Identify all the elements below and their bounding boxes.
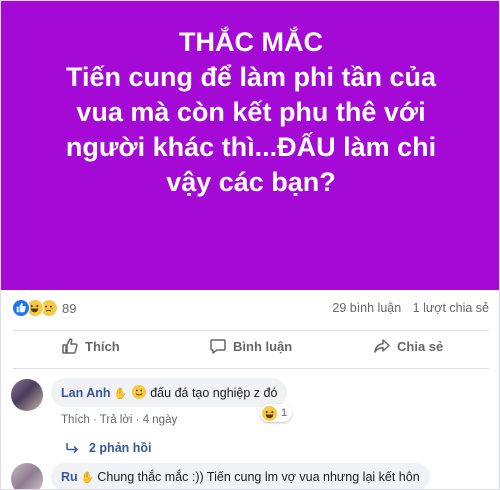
like-button-label: Thích	[85, 338, 120, 354]
comment-icon	[209, 337, 227, 355]
share-button-label: Chia sẻ	[397, 338, 444, 354]
view-replies-button[interactable]	[65, 441, 152, 455]
banner-line: Tiến cung để làm phi tần của	[65, 62, 437, 92]
banner-text	[11, 25, 491, 200]
comment-reply-link[interactable]: · Trả lời	[90, 414, 133, 426]
avatar[interactable]	[11, 379, 43, 411]
reaction-count: 89	[62, 300, 77, 316]
like-icon	[12, 299, 30, 317]
divider	[13, 368, 489, 369]
comment-count[interactable]: 29 bình luận	[332, 301, 402, 315]
share-icon	[373, 337, 391, 355]
banner-line: vậy các bạn?	[166, 167, 336, 197]
action-bar	[1, 331, 500, 367]
comment-bubble	[51, 463, 430, 490]
like-button[interactable]	[61, 337, 120, 355]
haha-icon	[262, 406, 277, 421]
replies-label: 2 phản hồi	[89, 441, 152, 455]
stats-counts	[332, 301, 489, 315]
comment-meta	[61, 414, 177, 426]
post-stats	[1, 292, 500, 324]
comment-reaction-badge[interactable]	[260, 404, 292, 422]
wave-icon: ✋	[113, 388, 128, 400]
comment-like-link[interactable]: Thích	[61, 414, 90, 426]
avatar[interactable]	[11, 463, 43, 490]
share-count[interactable]: 1 lượt chia sẻ	[412, 301, 489, 315]
post-banner	[1, 1, 500, 290]
banner-line: người khác thì...ĐẤU làm chi	[65, 132, 437, 162]
share-button[interactable]	[373, 337, 443, 355]
wave-icon: ✋	[80, 472, 95, 484]
reactions-summary[interactable]	[12, 298, 76, 318]
banner-line: THẮC MẮC	[179, 27, 323, 57]
banner-line: vua mà còn kết phu thê với	[76, 97, 426, 127]
reply-arrow-icon	[65, 442, 79, 454]
comment-text: đấu đá tạo nghiệp z đó	[150, 386, 278, 400]
commenter-name[interactable]: Lan Anh	[61, 386, 111, 400]
thumbs-up-icon	[61, 337, 79, 355]
comment-time[interactable]: · 4 ngày	[132, 414, 177, 426]
comment-reaction-count: 1	[281, 407, 288, 419]
comment-text: Chung thắc mắc :)) Tiến cung lm vợ vua nhưng lại kết hôn	[97, 470, 420, 484]
comment-button-label: Bình luận	[233, 338, 293, 354]
comment-bubble	[51, 378, 287, 407]
smile-emoji	[132, 385, 146, 399]
comment-button[interactable]	[209, 337, 292, 355]
commenter-name[interactable]: Ru	[61, 470, 78, 484]
